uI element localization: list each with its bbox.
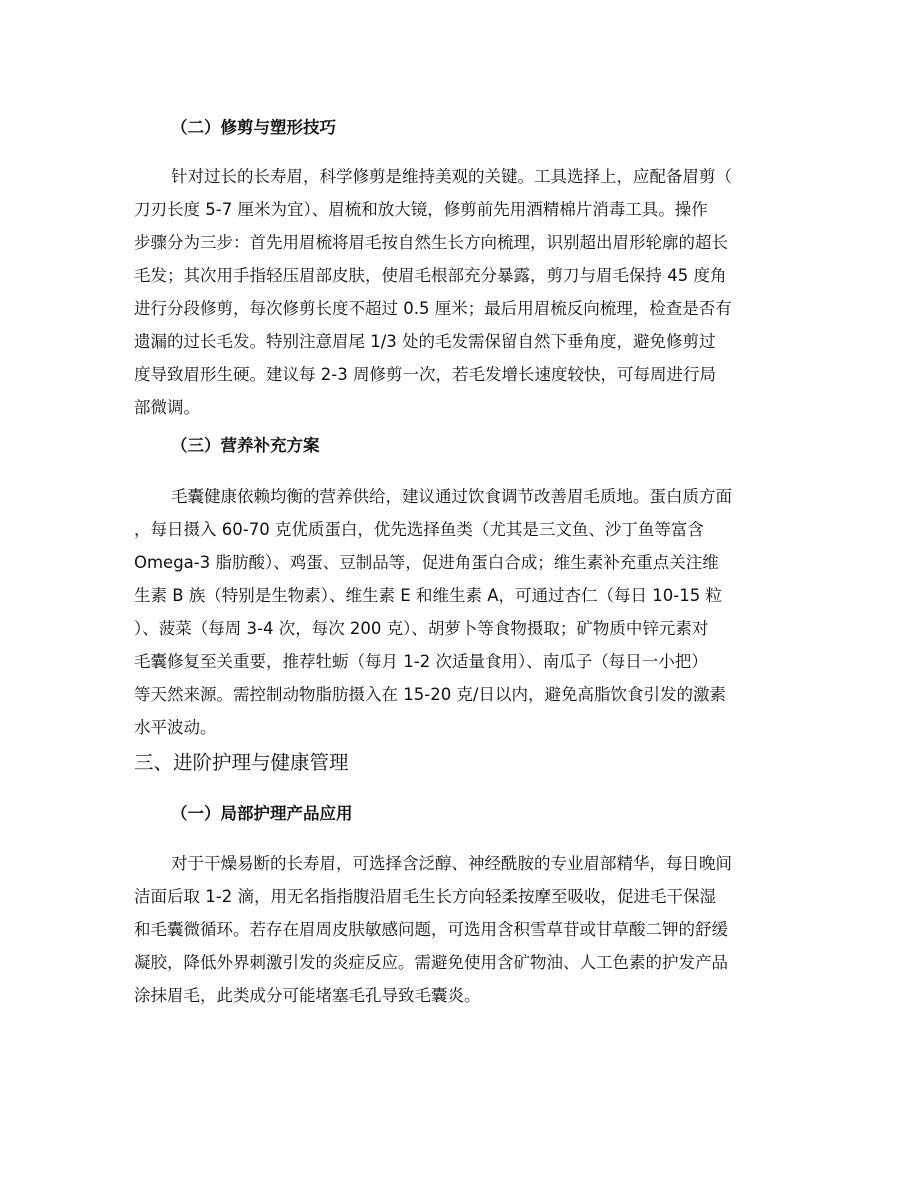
paragraph-nutrition xyxy=(134,480,789,744)
paragraph-line: 等天然来源。需控制动物脂肪摄入在 15-20 克/日以内，避免高脂饮食引发的激素 xyxy=(134,685,726,704)
paragraph-line: 毛囊修复至关重要，推荐牡蛎（每月 1-2 次适量食用）、南瓜子（每日一小把） xyxy=(134,652,708,671)
paragraph-line: 和毛囊微循环。若存在眉周皮肤敏感问题，可选用含积雪草苷或甘草酸二钾的舒缓 xyxy=(134,920,728,939)
paragraph-line: 水平波动。 xyxy=(134,718,217,737)
paragraph-line: 度导致眉形生硬。建议每 2-3 周修剪一次，若毛发增长速度较快，可每周进行局 xyxy=(134,365,716,384)
paragraph-line: 部微调。 xyxy=(134,398,200,417)
paragraph-line: 进行分段修剪，每次修剪长度不超过 0.5 厘米；最后用眉梳反向梳理，检查是否有 xyxy=(134,299,732,318)
paragraph-line: ，每日摄入 60-70 克优质蛋白，优先选择鱼类（尤其是三文鱼、沙丁鱼等富含 xyxy=(134,520,704,539)
paragraph-line: 遗漏的过长毛发。特别注意眉尾 1/3 处的毛发需保留自然下垂角度，避免修剪过 xyxy=(134,332,716,351)
paragraph-line: 对于干燥易断的长寿眉，可选择含泛醇、神经酰胺的专业眉部精华，每日晚间 xyxy=(171,854,732,873)
paragraph-line: 步骤分为三步：首先用眉梳将眉毛按自然生长方向梳理，识别超出眉形轮廓的超长 xyxy=(134,233,728,252)
paragraph-line: 刀刃长度 5-7 厘米为宜）、眉梳和放大镜，修剪前先用酒精棉片消毒工具。操作 xyxy=(134,200,708,219)
section-heading-local-products: （一）局部护理产品应用 xyxy=(171,804,353,823)
section-heading-trimming: （二）修剪与塑形技巧 xyxy=(171,118,336,137)
section-heading-nutrition: （三）营养补充方案 xyxy=(171,436,320,455)
paragraph-line: Omega-3 脂肪酸）、鸡蛋、豆制品等，促进角蛋白合成；维生素补充重点关注维 xyxy=(134,553,719,572)
paragraph-line: ）、菠菜（每周 3-4 次，每次 200 克）、胡萝卜等食物摄取；矿物质中锌元素对 xyxy=(134,619,709,638)
paragraph-local-products xyxy=(134,847,789,1012)
paragraph-line: 涂抹眉毛，此类成分可能堵塞毛孔导致毛囊炎。 xyxy=(134,986,481,1005)
paragraph-trimming xyxy=(134,160,789,424)
paragraph-line: 毛囊健康依赖均衡的营养供给，建议通过饮食调节改善眉毛质地。蛋白质方面 xyxy=(171,487,732,506)
paragraph-line: 针对过长的长寿眉，科学修剪是维持美观的关键。工具选择上，应配备眉剪（ xyxy=(171,167,732,186)
paragraph-line: 毛发；其次用手指轻压眉部皮肤，使眉毛根部充分暴露，剪刀与眉毛保持 45 度角 xyxy=(134,266,727,285)
paragraph-line: 凝胶，降低外界刺激引发的炎症反应。需避免使用含矿物油、人工色素的护发产品 xyxy=(134,953,728,972)
section-heading-advanced-care: 三、进阶护理与健康管理 xyxy=(134,751,349,774)
paragraph-line: 生素 B 族（特别是生物素）、维生素 E 和维生素 A，可通过杏仁（每日 10-15 粒 xyxy=(134,586,722,605)
paragraph-line: 洁面后取 1-2 滴，用无名指指腹沿眉毛生长方向轻柔按摩至吸收，促进毛干保湿 xyxy=(134,887,716,906)
